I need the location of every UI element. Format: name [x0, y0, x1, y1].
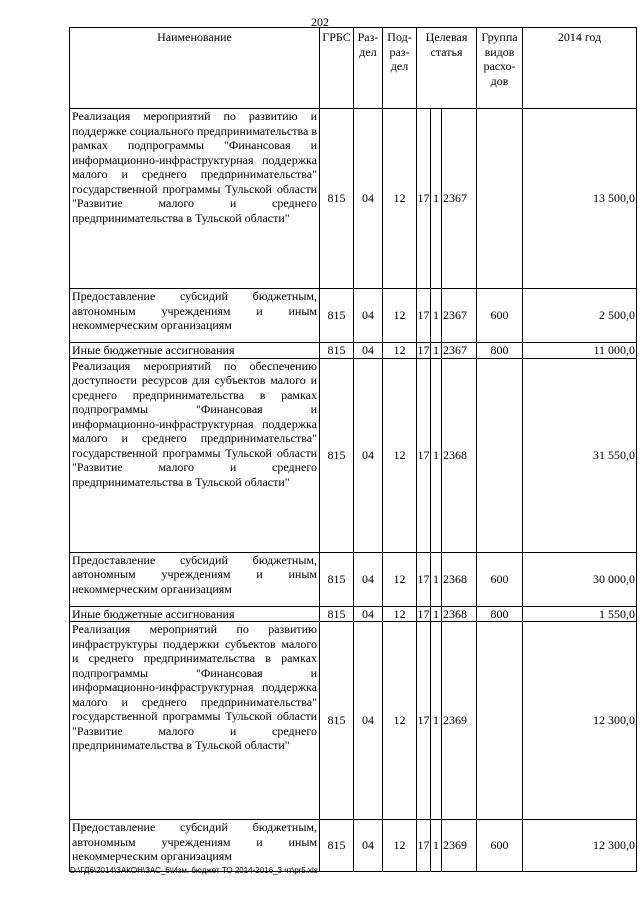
row-statya-part3: 2368	[442, 552, 477, 606]
table-row	[70, 358, 637, 552]
row-sum: 2 500,0	[523, 289, 637, 343]
row-name: Иные бюджетные ассигнования	[70, 343, 320, 359]
table-row	[70, 109, 637, 289]
row-statya-part3: 2368	[442, 358, 477, 552]
row-podrazdel: 12	[383, 358, 417, 552]
row-group	[477, 622, 523, 820]
row-grbs: 815	[320, 606, 354, 622]
row-grbs: 815	[320, 343, 354, 359]
row-podrazdel: 12	[383, 622, 417, 820]
row-razdel: 04	[354, 289, 383, 343]
row-grbs: 815	[320, 820, 354, 872]
row-statya-part1: 17	[417, 358, 431, 552]
row-podrazdel: 12	[383, 820, 417, 872]
header-grbs: ГРБС	[320, 28, 354, 109]
row-statya-part1: 17	[417, 552, 431, 606]
row-group	[477, 358, 523, 552]
row-name: Реализация мероприятий по развитию инфраструктуры поддержки субъектов малого и среднего предпринимательства в рамках подпрограммы "Финансовая и информационно-инфраструктурная поддержка малого и среднего предпринимательства" государственной программы Тульской области "Развитие малого и среднего предпринимательства в Тульской области"	[70, 622, 320, 820]
row-grbs: 815	[320, 552, 354, 606]
row-statya-part2: 1	[431, 622, 442, 820]
header-razdel: Раз- дел	[354, 28, 383, 109]
header-celevaya-statya: Целевая статья	[417, 28, 477, 109]
row-statya-part3: 2368	[442, 606, 477, 622]
row-statya-part3: 2367	[442, 289, 477, 343]
row-razdel: 04	[354, 606, 383, 622]
row-statya-part2: 1	[431, 109, 442, 289]
row-group: 600	[477, 820, 523, 872]
row-razdel: 04	[354, 343, 383, 359]
row-grbs: 815	[320, 289, 354, 343]
row-sum: 31 550,0	[523, 358, 637, 552]
budget-table	[69, 27, 637, 872]
row-name: Предоставление субсидий бюджетным, автономным учреждениям и иным некоммерческим организациям	[70, 552, 320, 606]
row-group: 600	[477, 289, 523, 343]
row-sum: 12 300,0	[523, 820, 637, 872]
row-statya-part2: 1	[431, 358, 442, 552]
row-grbs: 815	[320, 622, 354, 820]
row-statya-part3: 2369	[442, 820, 477, 872]
row-razdel: 04	[354, 820, 383, 872]
row-sum: 30 000,0	[523, 552, 637, 606]
table-row	[70, 289, 637, 343]
row-statya-part1: 17	[417, 820, 431, 872]
row-podrazdel: 12	[383, 109, 417, 289]
row-statya-part2: 1	[431, 606, 442, 622]
table-row	[70, 622, 637, 820]
row-statya-part2: 1	[431, 289, 442, 343]
row-podrazdel: 12	[383, 289, 417, 343]
row-sum: 11 000,0	[523, 343, 637, 359]
table-row	[70, 606, 637, 622]
table-row	[70, 343, 637, 359]
row-sum: 12 300,0	[523, 622, 637, 820]
row-podrazdel: 12	[383, 606, 417, 622]
row-sum: 1 550,0	[523, 606, 637, 622]
row-name: Предоставление субсидий бюджетным, автономным учреждениям и иным некоммерческим организациям	[70, 289, 320, 343]
row-razdel: 04	[354, 552, 383, 606]
header-podrazdel: Под- раз- дел	[383, 28, 417, 109]
row-grbs: 815	[320, 109, 354, 289]
row-group	[477, 109, 523, 289]
row-statya-part1: 17	[417, 343, 430, 357]
row-razdel: 04	[354, 622, 383, 820]
table-row	[70, 820, 637, 872]
row-name: Реализация мероприятий по обеспечению доступности ресурсов для субъектов малого и среднего предпринимательства в рамках подпрограммы "Финансовая и информационно-инфраструктурная поддержка малого и среднего предпринимательства" государственной программы Тульской области "Развитие малого и среднего предпринимательства в Тульской области"	[70, 358, 320, 552]
row-group: 800	[477, 606, 523, 622]
row-sum: 13 500,0	[523, 109, 637, 289]
row-statya-part2: 1	[431, 343, 442, 359]
row-statya-part1: 17	[417, 109, 431, 289]
row-name: Предоставление субсидий бюджетным, автономным учреждениям и иным некоммерческим организациям	[70, 820, 320, 872]
row-razdel: 04	[354, 109, 383, 289]
row-podrazdel: 12	[383, 343, 417, 359]
row-statya-part3: 2367	[442, 343, 477, 359]
page-number: 202	[311, 15, 329, 29]
header-year: 2014 год	[523, 28, 637, 109]
row-group: 800	[477, 343, 523, 359]
row-statya-part2: 1	[431, 820, 442, 872]
row-statya-part2: 1	[431, 552, 442, 606]
row-name: Иные бюджетные ассигнования	[70, 606, 320, 622]
row-grbs: 815	[320, 358, 354, 552]
row-razdel: 04	[354, 358, 383, 552]
row-statya-part1: 17	[417, 606, 430, 621]
row-statya-part1: 17	[417, 622, 431, 820]
row-statya-part1: 17	[417, 289, 431, 343]
row-statya-part3: 2369	[442, 622, 477, 820]
table-row	[70, 552, 637, 606]
row-name: Реализация мероприятий по развитию и поддержке социального предпринимательства в рамках подпрограммы "Финансовая и информационно-инфраструктурная поддержка малого и среднего предпринимательства" государственной программы Тульской области "Развитие малого и среднего предпринимательства в Тульской области"	[70, 109, 320, 289]
header-name: Наименование	[70, 28, 320, 109]
table-header-row	[70, 28, 637, 109]
file-path-footer: D:\ГД6\2014\ЗАКОН\ЗАС_6\Изм. бюджет ТО 2014-2016_3 чт\pr5.xls	[70, 866, 318, 875]
row-podrazdel: 12	[383, 552, 417, 606]
header-gruppa-vidov: Группа видов расхо- дов	[477, 28, 523, 109]
row-statya-part3: 2367	[442, 109, 477, 289]
row-group: 600	[477, 552, 523, 606]
